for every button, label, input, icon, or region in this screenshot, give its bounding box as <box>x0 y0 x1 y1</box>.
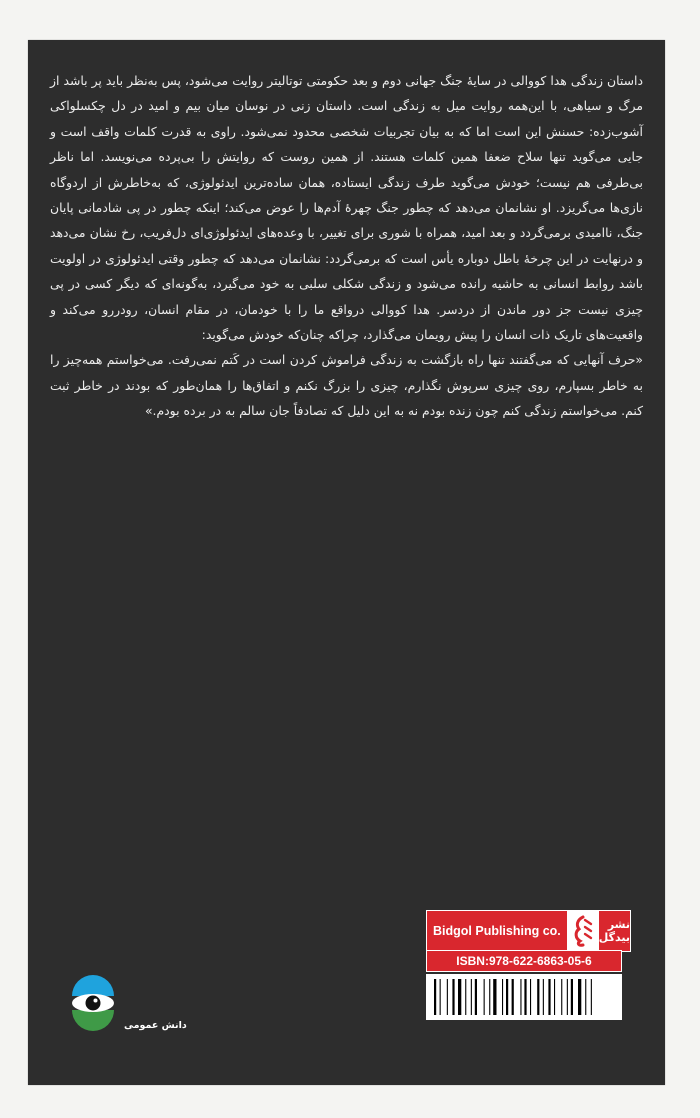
publisher-logo-icon <box>568 910 598 952</box>
publisher-name-en: Bidgol Publishing co. <box>426 910 568 952</box>
imprint-eye-logo <box>68 970 118 1045</box>
isbn-label: ISBN:978-622-6863-05-6 <box>426 950 622 972</box>
blurb-quote: «حرف آنهایی که می‌گفتند تنها راه بازگشت به زندگی فراموش کردن است در کَتم نمی‌رفت. می‌خواستم همه‌چیز را به خاطر بسپارم، روی چیزی سرپوش نگذارم، چیزی را بزرگ نکنم و اتفاق‌ها را همان‌طور که بودند در خاطر ثبت کنم. می‌خواستم زندگی کنم چون زنده بودم نه به این دلیل که تصادفاً جان سالم به در برده بودم.» <box>50 352 643 419</box>
book-back-cover <box>28 40 665 1085</box>
barcode-bars <box>434 979 614 1015</box>
barcode <box>426 974 622 1020</box>
imprint-label: دانش عمومی <box>124 1020 187 1031</box>
publisher-name-fa: نشر بیدگل <box>598 910 631 952</box>
publisher-badge <box>426 910 630 952</box>
blurb-paragraph: داستان زندگی هدا کووالی در سایهٔ جنگ جهانی دوم و بعد حکومتی توتالیتر روایت می‌شود، پس به‌نظر باید پر باشد از مرگ و سیاهی، با این‌همه روایت میل به زندگی است. داستان زنی در نوسان میان بیم و امید در دل چکسلواکی آشوب‌زده: حسنش این است اما که به بیان تجربیات شخصی محدود نمی‌شود. راوی به قدرت کلمات واقف است و جایی می‌گوید تنها سلاح ضعفا همین کلمات هستند. از همین روست که روایتش را بی‌پرده می‌نویسد. اما ناظر بی‌طرفی هم نیست؛ خودش می‌گوید طرف زندگی ایستاده، همان ساده‌ترین ایدئولوژی، که به‌خاطرش از اردوگاه نازی‌ها می‌گریزد. او نشانمان می‌دهد که چطور جنگ چهرهٔ آدم‌ها را عوض می‌کند؛ اینکه چطور در پی شادمانی پایان جنگ، ناامیدی برمی‌گردد و بعد امید، همراه با شوری برای تغییر، با وعده‌های ایدئولوژی‌ای دل‌فریب، رخ نشان می‌دهد و درنهایت در این چرخهٔ باطل دوباره یأس است که برمی‌گردد: نشانمان می‌دهد که چطور وقتی ایدئولوژی در اولویت باشد روابط انسانی به حاشیه رانده می‌شود و زندگی شکلی سلبی به خود می‌گیرد، به‌گونه‌ای که دیگر کسی در پی چیزی نیست جز دور ماندن از دردسر. هدا کووالی درواقع ما را با خودمان، در مقام انسان، رودررو می‌کند و واقعیت‌های تاریک ذات انسان را پیش رویمان می‌گذارد، چراکه چنان‌که خودش می‌گوید: <box>50 73 643 343</box>
blurb-text <box>50 68 643 424</box>
